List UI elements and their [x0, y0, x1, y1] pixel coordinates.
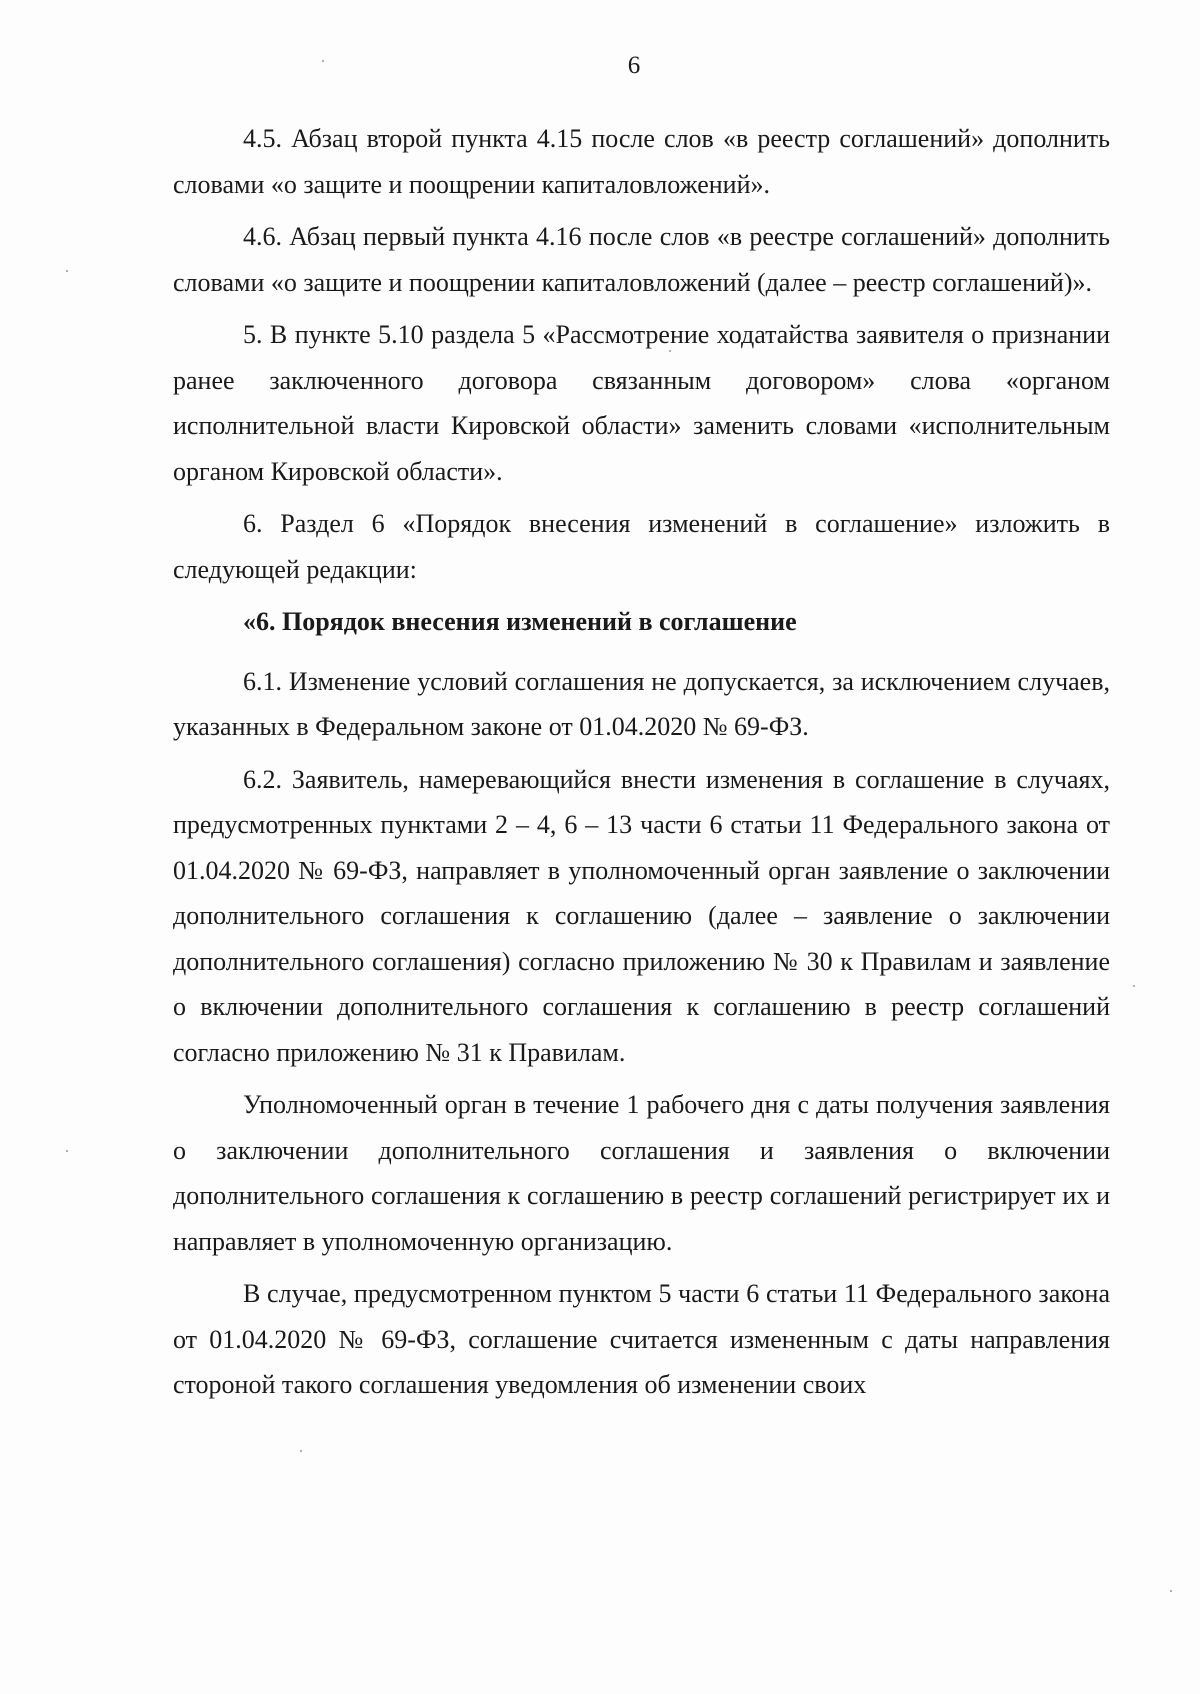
paragraph-6-1: 6.1. Изменение условий соглашения не допускается, за исключением случаев, указанных в Федеральном законе от 01.04.2020 № 69-ФЗ.: [173, 666, 1110, 741]
page-number: 6: [627, 52, 641, 79]
paragraph-4-6: 4.6. Абзац первый пункта 4.16 после слов «в реестре соглашений» дополнить словами «о защите и поощрении капиталовложений (далее – реестр соглашений)».: [173, 222, 1110, 297]
paragraph-6-2-third: В случае, предусмотренном пунктом 5 части 6 статьи 11 Федерального закона от 01.04.2020 № 69-ФЗ, соглашение считается измененным с даты направления стороной такого соглашения уведомления об изменении своих: [173, 1279, 1110, 1399]
paragraph-6-2-second: Уполномоченный орган в течение 1 рабочего дня с даты получения заявления о заключении дополнительного соглашения и заявления о включении дополнительного соглашения к соглашению в реестр соглашений регистрирует их и направляет в уполномоченную организацию.: [173, 1090, 1110, 1256]
section-heading: «6. Порядок внесения изменений в соглашение: [243, 607, 797, 636]
paragraph-6-2: 6.2. Заявитель, намеревающийся внести изменения в соглашение в случаях, предусмотренных пунктами 2 – 4, 6 – 13 части 6 статьи 11 Федерального закона от 01.04.2020 № 69-ФЗ, направляет в уполномоченный орган заявление о заключении дополнительного соглашения к соглашению (далее – заявление о заключении дополнительного соглашения) согласно приложению № 30 к Правилам и заявление о включении дополнительного соглашения к соглашению в реестр соглашений согласно приложению № 31 к Правилам.: [173, 764, 1110, 1067]
paragraph-4-5: 4.5. Абзац второй пункта 4.15 после слов «в реестр соглашений» дополнить словами «о защите и поощрении капиталовложений».: [173, 124, 1110, 199]
document-body: [173, 116, 1110, 1415]
paragraph-5: 5. В пункте 5.10 раздела 5 «Рассмотрение ходатайства заявителя о признании ранее заключенного договора связанным договором» слова «органом исполнительной власти Кировской области» заменить словами «исполнительным органом Кировской области».: [173, 320, 1110, 486]
paragraph-6: 6. Раздел 6 «Порядок внесения изменений в соглашение» изложить в следующей редакции:: [173, 509, 1110, 584]
